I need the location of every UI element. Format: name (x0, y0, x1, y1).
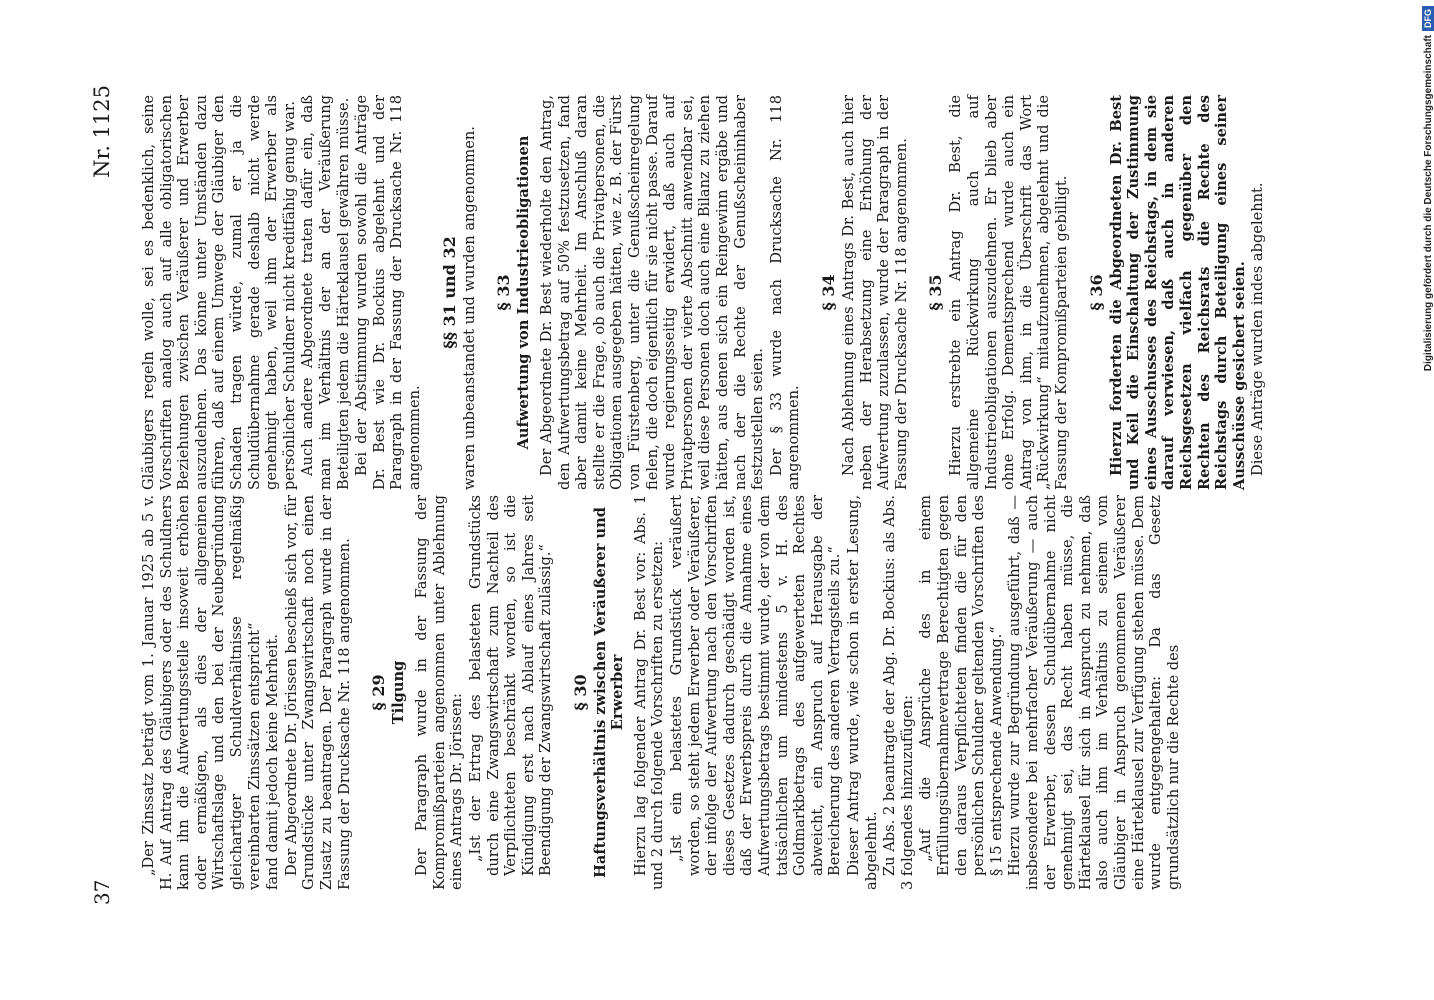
page-header (90, 85, 130, 905)
paragraph: Der Paragraph wurde in der Fassung der Kompromißparteien angenommen unter Ablehnung eines Antrags Dr. Jörissen: (413, 495, 466, 890)
paragraph: Hierzu erstrebte ein Antrag Dr. Best, die allgemeine Rückwirkung auch auf Industrieobligationen auszudehnen. Er blieb aber ohne Erfolg. Dementsprechend wurde auch ein Antrag von ihm, in die Überschrift das Wort „Rückwirkung“ mitaufzunehmen, abgelehnt und die Fassung der Kompromißparteien gebilligt. (947, 95, 1070, 490)
side-banner (1418, 6, 1434, 994)
paragraph: Gläubigers regeln wolle, sei es bedenklich, seine Vorschriften analog auch auf alle obligatorischen Beziehungen zwischen Veräußerer und Erwerber auszudehnen. Das könne unter Umständen dazu führen, daß auf einem Umwege der Gläubiger den Schaden tragen würde, zumal er ja die Schuldübernahme gerade deshalb nicht werde genehmigt haben, weil ihm der Erwerber als persönlicher Schuldner nicht kreditfähig genug war. (140, 95, 298, 490)
section-heading: § 30 (570, 674, 590, 711)
paragraph: Der § 33 wurde nach Drucksache Nr. 118 angenommen. (767, 95, 803, 490)
right-text-column (140, 95, 1268, 490)
paragraph: „Der Zinssatz beträgt vom 1. Januar 1925 ab 5 v. H. Auf Antrag des Gläubigers oder des Schuldners kann ihn die Aufwertungsstelle insoweit erhöhen oder ermäßigen, als dies der allgemeinen Wirtschaftslage und den bei der Neubegründung gleichartiger Schuldverhältnisse regelmäßig vereinbarten Zinssätzen entspricht“ (140, 495, 263, 890)
paragraph: Hierzu forderten die Abgeordneten Dr. Best und Keil die Einschaltung der Zustimmung eines Ausschusses des Reichstags, in dem sie darauf verwiesen, daß auch in anderen Reichsgesetzen vielfach gegenüber den Rechten des Reichsrats die Rechte des Reichstags durch Beteiligung eines seiner Ausschüsse gesichert seien. (1107, 95, 1248, 490)
section-heading: §§ 31 und 32 (439, 236, 459, 349)
paragraph: Der Abgeordnete Dr. Best wiederholte den Antrag, den Aufwertungsbetrag auf 50% festzusetzen, fand aber damit keine Mehrheit. Im Anschluß daran stellte er die Frage, ob auch die Privatpersonen, die Obligationen ausgegeben hätten, wie z. B. der Fürst von Fürstenberg, unter die Genußscheinregelung fielen, die doch eigentlich für sie nicht passe. Darauf wurde regierungsseitig erwidert, daß auch auf Privatpersonen der vierte Abschnitt anwendbar sei, weil diese Personen doch auch eine Bilanz zu ziehen hätten, aus denen sich ein Reingewinn ergäbe und nach der die Rechte der Genußscheininhaber festzustellen seien. (538, 95, 767, 490)
section-subtitle: Tilgung (390, 660, 408, 725)
dfg-logo: DFG (1422, 6, 1434, 31)
funding-note: Digitalisierung gefördert durch die Deutsche Forschungsgemeinschaft (1422, 35, 1434, 372)
paragraph: Auch andere Abgeordnete traten dafür ein, daß man im Verhältnis der an der Veräußerung Beteiligten jedem die Härteklausel gewähren müsse. (299, 95, 352, 490)
paragraph: Bei der Abstimmung wurden sowohl die Anträge Dr. Best wie Dr. Bockius abgelehnt und der Paragraph in der Fassung der Drucksache Nr. 118 angenommen. (353, 95, 423, 490)
paragraph: Hierzu wurde zur Begründung ausgeführt, daß — insbesondere bei mehrfacher Veräußerung — auch der Erwerber, dessen Schuldübernahme nicht genehmigt sei, das Recht haben müsse, die Härteklausel für sich in Anspruch zu nehmen, daß also auch ihm im Verhältnis zu seinem vom Gläubiger in Anspruch genommenen Veräußerer eine Härteklausel zur Verfügung stehen müsse. Dem wurde entgegengehalten: Da das Gesetz grundsätzlich nur die Rechte des (1006, 495, 1182, 890)
paragraph: fand damit jedoch keine Mehrheit. (264, 633, 282, 890)
left-text-column (140, 495, 1183, 890)
section-heading: § 33 (494, 274, 514, 311)
section-subtitle: Haftungsverhältnis zwischen Veräußerer und Erwerber (591, 507, 626, 878)
page-number: 37 (90, 879, 114, 905)
section-heading: § 35 (926, 274, 946, 311)
paragraph: Diese Anträge wurden indes abgelehnt. (1249, 182, 1267, 476)
quoted-motion: „Ist ein belastetes Grundstück veräußert worden, so steht jedem Erwerber oder Veräußerer, der infolge der Aufwertung nach den Vorschriften dieses Gesetzes dadurch geschädigt worden ist, daß der Erwerbspreis durch die Annahme eines Aufwertungsbetrags bestimmt wurde, der von dem tatsächlichen um mindestens 5 v. H. des Goldmarkbetrags des aufgewerteten Rechtes abweicht, ein Anspruch auf Herausgabe der Bereicherung des anderen Vertragsteils zu.“ (668, 495, 844, 876)
quoted-motion: „Ist der Ertrag des belasteten Grundstücks durch eine Zwangswirtschaft zum Nachteil des Verpflichteten beschränkt worden, so ist die Kündigung erst nach Ablauf eines Jahres seit Beendigung der Zwangswirtschaft zulässig.“ (466, 495, 555, 876)
section-heading: § 34 (819, 274, 838, 311)
section-heading: § 29 (369, 674, 389, 711)
paragraph: Nach Ablehnung eines Antrags Dr. Best, auch hier neben der Herabsetzung eine Erhöhung der Aufwertung zuzulassen, wurde der Paragraph in der Fassung der Drucksache Nr. 118 angenommen. (840, 95, 910, 490)
paragraph: Dieser Antrag wurde, wie schon in erster Lesung, abgelehnt. (845, 495, 880, 890)
paragraph: Der Abgeordnete Dr. Jörissen beschieß sich vor, für Grundstücke unter Zwangswirtschaft noch einen Zusatz zu beantragen. Der Paragraph wurde in der Fassung der Drucksache Nr. 118 angenommen. (282, 495, 353, 890)
section-heading: § 36 (1086, 274, 1106, 311)
paragraph: Zu Abs. 2 beantragte der Abg. Dr. Bockius: als Abs. 3 folgendes hinzuzufügen: (881, 495, 916, 890)
paragraph: waren unbeanstandet und wurden angenommen. (460, 126, 478, 490)
paragraph: Hierzu lag folgender Antrag Dr. Best vor: Abs. 1 und 2 durch folgende Vorschriften zu ersetzen: (631, 495, 667, 890)
quoted-motion: „Auf die Ansprüche des in einem Erfüllungsübernahmevertrage Berechtigten gegen den daraus Verpflichteten finden die für den persönlichen Schuldner geltenden Vorschriften des § 15 entsprechende Anwendung.“ (917, 495, 1005, 876)
section-subtitle: Aufwertung von Industrieobligationen (515, 135, 533, 450)
issue-number: Nr. 1125 (90, 85, 114, 178)
